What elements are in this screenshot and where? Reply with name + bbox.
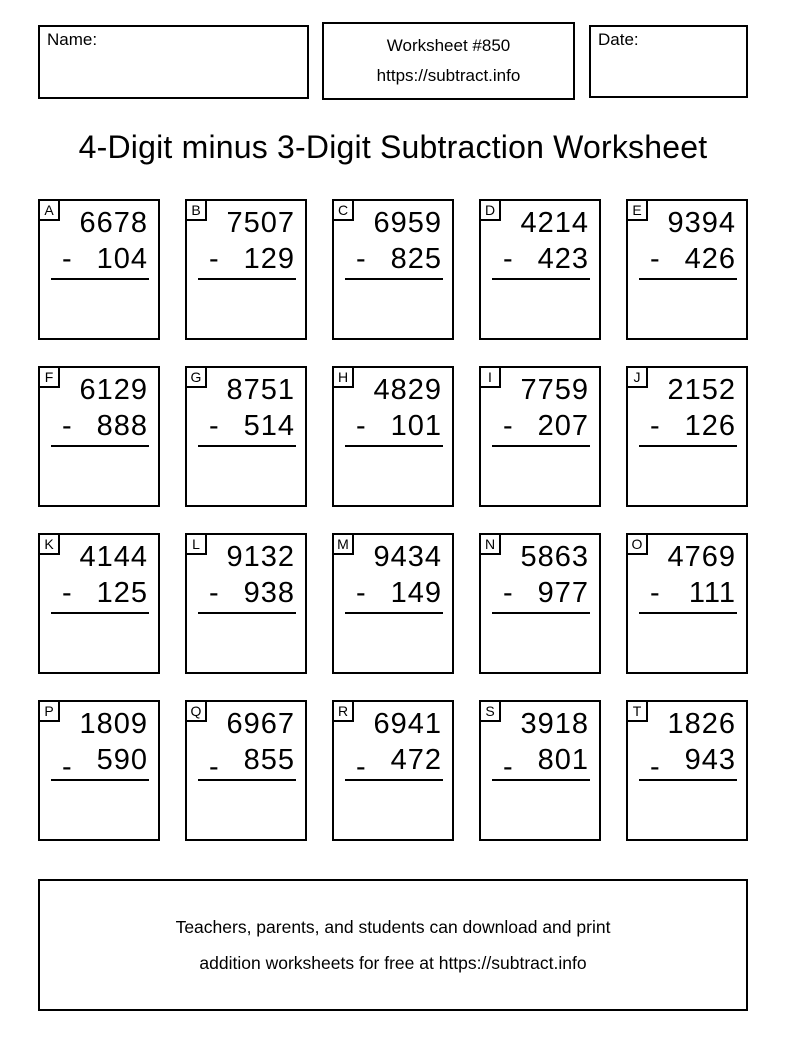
minus-sign: - — [503, 243, 513, 275]
answer-line — [492, 278, 590, 280]
problems-grid — [38, 199, 748, 841]
problem-letter: T — [626, 700, 648, 722]
subtrahend-row — [481, 575, 599, 611]
problem-box-D — [479, 199, 601, 340]
answer-line — [639, 779, 737, 781]
minuend-number: 6678 — [79, 207, 148, 239]
subtrahend-row — [187, 742, 305, 783]
problem-letter: P — [38, 700, 60, 722]
minus-sign: - — [503, 577, 513, 609]
subtrahend-number: 111 — [688, 577, 736, 609]
minuend-number: 1826 — [667, 708, 736, 740]
problem-letter: C — [332, 199, 354, 221]
answer-line — [345, 779, 443, 781]
answer-line — [51, 612, 149, 614]
problem-box-F — [38, 366, 160, 507]
problem-box-C — [332, 199, 454, 340]
answer-line — [492, 445, 590, 447]
minuend-number: 8751 — [226, 374, 295, 406]
subtrahend-row — [334, 408, 452, 444]
subtrahend-number: 101 — [390, 410, 442, 442]
answer-line — [198, 278, 296, 280]
problem-letter: K — [38, 533, 60, 555]
minus-sign: - — [356, 577, 366, 609]
subtrahend-number: 104 — [96, 243, 148, 275]
minuend-number: 6129 — [79, 374, 148, 406]
worksheet-number: Worksheet #850 — [386, 36, 511, 55]
subtrahend-row — [334, 742, 452, 783]
minus-sign: - — [650, 751, 660, 783]
problem-box-K — [38, 533, 160, 674]
problem-box-L — [185, 533, 307, 674]
subtrahend-number: 977 — [537, 577, 589, 609]
answer-line — [492, 612, 590, 614]
problem-box-M — [332, 533, 454, 674]
subtrahend-number: 423 — [537, 243, 589, 275]
minuend-number: 9434 — [373, 541, 442, 573]
minuend-number: 4144 — [79, 541, 148, 573]
minus-sign: - — [62, 243, 72, 275]
problem-box-G — [185, 366, 307, 507]
minuend-number: 4829 — [373, 374, 442, 406]
problem-letter: E — [626, 199, 648, 221]
minuend-number: 4769 — [667, 541, 736, 573]
subtrahend-number: 126 — [684, 410, 736, 442]
answer-line — [198, 779, 296, 781]
minuend-number: 6941 — [373, 708, 442, 740]
minus-sign: - — [356, 751, 366, 783]
subtrahend-row — [628, 241, 746, 277]
subtrahend-row — [40, 575, 158, 611]
minus-sign: - — [62, 577, 72, 609]
subtrahend-number: 590 — [96, 744, 148, 776]
answer-line — [198, 445, 296, 447]
minus-sign: - — [356, 243, 366, 275]
answer-line — [198, 612, 296, 614]
name-field-box — [38, 25, 309, 99]
subtrahend-number: 472 — [390, 744, 442, 776]
answer-line — [51, 445, 149, 447]
minuend-number: 2152 — [667, 374, 736, 406]
problem-letter: S — [479, 700, 501, 722]
problem-box-A — [38, 199, 160, 340]
subtrahend-row — [628, 575, 746, 611]
answer-line — [639, 612, 737, 614]
minus-sign: - — [62, 751, 72, 783]
answer-line — [639, 445, 737, 447]
problem-box-B — [185, 199, 307, 340]
minuend-number: 1809 — [79, 708, 148, 740]
subtrahend-row — [481, 742, 599, 783]
subtrahend-number: 207 — [537, 410, 589, 442]
problem-box-J — [626, 366, 748, 507]
problem-box-P — [38, 700, 160, 841]
problem-letter: I — [479, 366, 501, 388]
problem-letter: N — [479, 533, 501, 555]
minus-sign: - — [62, 410, 72, 442]
problem-box-E — [626, 199, 748, 340]
problem-letter: B — [185, 199, 207, 221]
answer-line — [51, 278, 149, 280]
problem-box-I — [479, 366, 601, 507]
answer-line — [51, 779, 149, 781]
problem-letter: O — [626, 533, 648, 555]
answer-line — [345, 445, 443, 447]
subtrahend-number: 888 — [96, 410, 148, 442]
subtrahend-row — [481, 408, 599, 444]
minuend-number: 3918 — [520, 708, 589, 740]
footer-note-box — [38, 879, 748, 1011]
minus-sign: - — [650, 577, 660, 609]
subtrahend-number: 129 — [243, 243, 295, 275]
problem-letter: J — [626, 366, 648, 388]
minuend-number: 6967 — [226, 708, 295, 740]
page-title: 4-Digit minus 3-Digit Subtraction Worksheet — [78, 129, 708, 165]
subtrahend-number: 125 — [96, 577, 148, 609]
subtrahend-row — [40, 241, 158, 277]
subtrahend-row — [187, 241, 305, 277]
problem-box-N — [479, 533, 601, 674]
subtrahend-number: 855 — [243, 744, 295, 776]
minuend-number: 5863 — [520, 541, 589, 573]
footer-line-1: Teachers, parents, and students can download and print — [175, 917, 611, 937]
problem-box-S — [479, 700, 601, 841]
minuend-number: 9132 — [226, 541, 295, 573]
answer-line — [492, 779, 590, 781]
minus-sign: - — [503, 410, 513, 442]
minus-sign: - — [650, 410, 660, 442]
problem-letter: F — [38, 366, 60, 388]
answer-line — [639, 278, 737, 280]
minuend-number: 7507 — [226, 207, 295, 239]
minus-sign: - — [650, 243, 660, 275]
problem-letter: G — [185, 366, 207, 388]
subtrahend-number: 514 — [243, 410, 295, 442]
subtrahend-row — [187, 408, 305, 444]
problem-letter: D — [479, 199, 501, 221]
problem-letter: R — [332, 700, 354, 722]
minus-sign: - — [209, 577, 219, 609]
subtrahend-row — [628, 742, 746, 783]
problem-letter: A — [38, 199, 60, 221]
minus-sign: - — [503, 751, 513, 783]
minuend-number: 7759 — [520, 374, 589, 406]
subtrahend-row — [40, 742, 158, 783]
subtrahend-row — [628, 408, 746, 444]
subtrahend-row — [334, 241, 452, 277]
subtrahend-number: 825 — [390, 243, 442, 275]
problem-box-T — [626, 700, 748, 841]
subtrahend-number: 149 — [390, 577, 442, 609]
footer-line-2: addition worksheets for free at https://subtract.info — [199, 953, 587, 973]
problem-letter: L — [185, 533, 207, 555]
problem-letter: M — [332, 533, 354, 555]
minuend-number: 6959 — [373, 207, 442, 239]
worksheet-info-box — [322, 22, 575, 100]
minus-sign: - — [356, 410, 366, 442]
subtrahend-number: 426 — [684, 243, 736, 275]
worksheet-url: https://subtract.info — [376, 66, 521, 85]
date-field-box — [589, 25, 748, 98]
subtrahend-row — [187, 575, 305, 611]
minuend-number: 4214 — [520, 207, 589, 239]
problem-box-Q — [185, 700, 307, 841]
subtrahend-row — [40, 408, 158, 444]
problem-box-R — [332, 700, 454, 841]
problem-letter: H — [332, 366, 354, 388]
problem-box-O — [626, 533, 748, 674]
subtrahend-number: 938 — [243, 577, 295, 609]
subtrahend-number: 801 — [537, 744, 589, 776]
minuend-number: 9394 — [667, 207, 736, 239]
subtrahend-row — [334, 575, 452, 611]
subtrahend-row — [481, 241, 599, 277]
problem-letter: Q — [185, 700, 207, 722]
minus-sign: - — [209, 751, 219, 783]
problem-box-H — [332, 366, 454, 507]
name-label: Name: — [47, 30, 98, 49]
minus-sign: - — [209, 410, 219, 442]
subtrahend-number: 943 — [684, 744, 736, 776]
date-label: Date: — [598, 30, 639, 49]
answer-line — [345, 612, 443, 614]
minus-sign: - — [209, 243, 219, 275]
answer-line — [345, 278, 443, 280]
